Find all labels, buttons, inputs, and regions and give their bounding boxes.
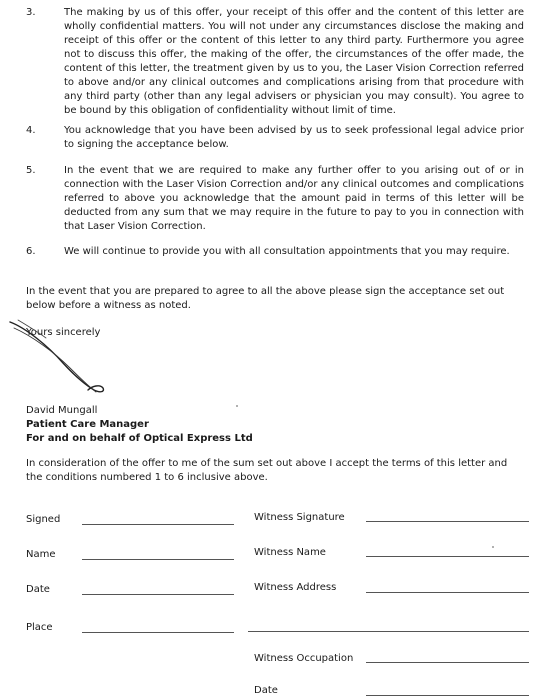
clause-text: You acknowledge that you have been advised by us to seek professional legal advice prior to signing the acceptance below. (64, 125, 524, 150)
closing-salutation: Yours sincerely (26, 327, 101, 338)
place-label: Place (26, 622, 53, 633)
witness-signature-line[interactable] (366, 521, 529, 522)
signed-label: Signed (26, 514, 61, 525)
clause-number: 6. (26, 246, 36, 257)
scan-speck (236, 405, 238, 407)
acceptance-statement: In consideration of the offer to me of the sum set out above I accept the terms of this letter and the conditions numbered 1 to 6 inclusive above. (26, 458, 508, 483)
signing-instruction: In the event that you are prepared to agree to all the above please sign the acceptance set out below before a witness as noted. (26, 286, 505, 311)
name-line[interactable] (82, 559, 234, 560)
date-line[interactable] (82, 594, 234, 595)
name-label: Name (26, 549, 56, 560)
signatory-company: For and on behalf of Optical Express Ltd (26, 433, 253, 444)
witness-occupation-label: Witness Occupation (254, 653, 354, 664)
witness-address-line-1[interactable] (366, 592, 529, 593)
clause-number: 4. (26, 125, 36, 136)
witness-date-label: Date (254, 685, 278, 696)
witness-occupation-line[interactable] (366, 662, 529, 663)
handwritten-signature-icon (8, 318, 118, 402)
signatory-name: David Mungall (26, 405, 98, 416)
clause-number: 5. (26, 165, 36, 176)
witness-name-label: Witness Name (254, 547, 326, 558)
clause-number: 3. (26, 7, 36, 18)
witness-name-line[interactable] (366, 556, 529, 557)
clause-text: In the event that we are required to make any further offer to you arising out of or in connection with the Laser Vision Correction and/or any clinical outcomes and complications referred to above you acknowledge that the amount paid in terms of this letter will be deducted from any sum that we may require in the future to pay to you in connection with that Laser Vision Correction. (64, 165, 524, 232)
signatory-block (26, 404, 524, 446)
signed-line[interactable] (82, 524, 234, 525)
witness-signature-label: Witness Signature (254, 512, 345, 523)
place-line[interactable] (82, 632, 234, 633)
witness-address-label: Witness Address (254, 582, 337, 593)
clause-text: We will continue to provide you with all consultation appointments that you may require. (64, 246, 510, 257)
date-label: Date (26, 584, 50, 595)
clause-text: The making by us of this offer, your receipt of this offer and the content of this letter are wholly confidential matters. You will not under any circumstances disclose the making and receipt of this offer or the content of this letter to any third party. Furthermore you agree not to discuss this offer, the making of the offer, the circumstances of the offer made, the content of this letter, the treatment given by us to you, the Laser Vision Correction referred to above and/or any clinical outcomes and complications arising from that procedure with any third party (other than any legal advisers or physician you may consult). You agree to be bound by this obligation of confidentiality without limit of time. (64, 7, 524, 116)
witness-date-line[interactable] (366, 695, 529, 696)
signatory-title: Patient Care Manager (26, 419, 149, 430)
scan-speck (492, 546, 494, 548)
witness-address-line-2[interactable] (248, 631, 529, 632)
